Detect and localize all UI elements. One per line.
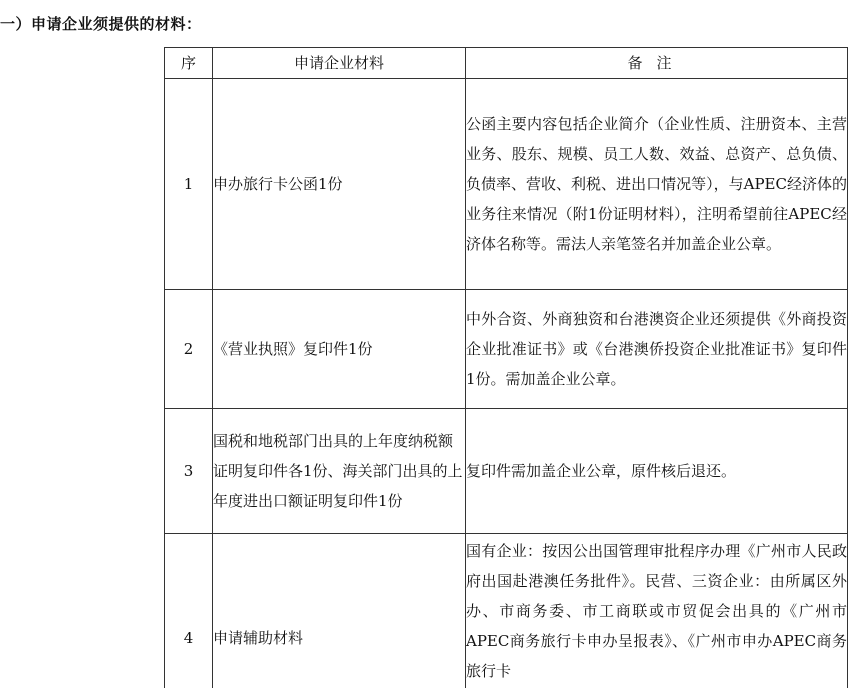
row-seq: 4 bbox=[165, 534, 213, 688]
row-note: 公函主要内容包括企业简介（企业性质、注册资本、主营业务、股东、规模、员工人数、效益、总资产、总负债、负债率、营收、利税、进出口情况等），与APEC经济体的业务往来情况（附1份证明材料），注明希望前往APEC经济体名称等。需法人亲笔签名并加盖企业公章。 bbox=[466, 79, 848, 290]
row-seq: 3 bbox=[165, 409, 213, 534]
row-seq: 1 bbox=[165, 79, 213, 290]
row-note: 国有企业：按因公出国管理审批程序办理《广州市人民政府出国赴港澳任务批件》。民营、三资企业：由所属区外办、市商务委、市工商联或市贸促会出具的《广州市APEC商务旅行卡申办呈报表》、《广州市申办APEC商务旅行卡 bbox=[466, 534, 848, 688]
row-note: 中外合资、外商独资和台港澳资企业还须提供《外商投资企业批准证书》或《台港澳侨投资企业批准证书》复印件1份。需加盖企业公章。 bbox=[466, 290, 848, 409]
row-material: 申请辅助材料 bbox=[213, 534, 466, 688]
header-note bbox=[466, 48, 848, 79]
section-heading: 一）申请企业须提供的材料： bbox=[0, 15, 202, 33]
header-material: 申请企业材料 bbox=[213, 48, 466, 79]
header-note-label: 备注 bbox=[627, 54, 686, 72]
table-row bbox=[165, 534, 848, 688]
table-row bbox=[165, 290, 848, 409]
table-row bbox=[165, 79, 848, 290]
table-header-row bbox=[165, 48, 848, 79]
row-material: 国税和地税部门出具的上年度纳税额证明复印件各1份、海关部门出具的上年度进出口额证明复印件1份 bbox=[213, 409, 466, 534]
row-material: 申办旅行卡公函1份 bbox=[213, 79, 466, 290]
row-seq: 2 bbox=[165, 290, 213, 409]
row-material: 《营业执照》复印件1份 bbox=[213, 290, 466, 409]
table-row bbox=[165, 409, 848, 534]
row-note: 复印件需加盖企业公章，原件核后退还。 bbox=[466, 409, 848, 534]
materials-table bbox=[164, 47, 848, 688]
header-seq: 序 bbox=[165, 48, 213, 79]
